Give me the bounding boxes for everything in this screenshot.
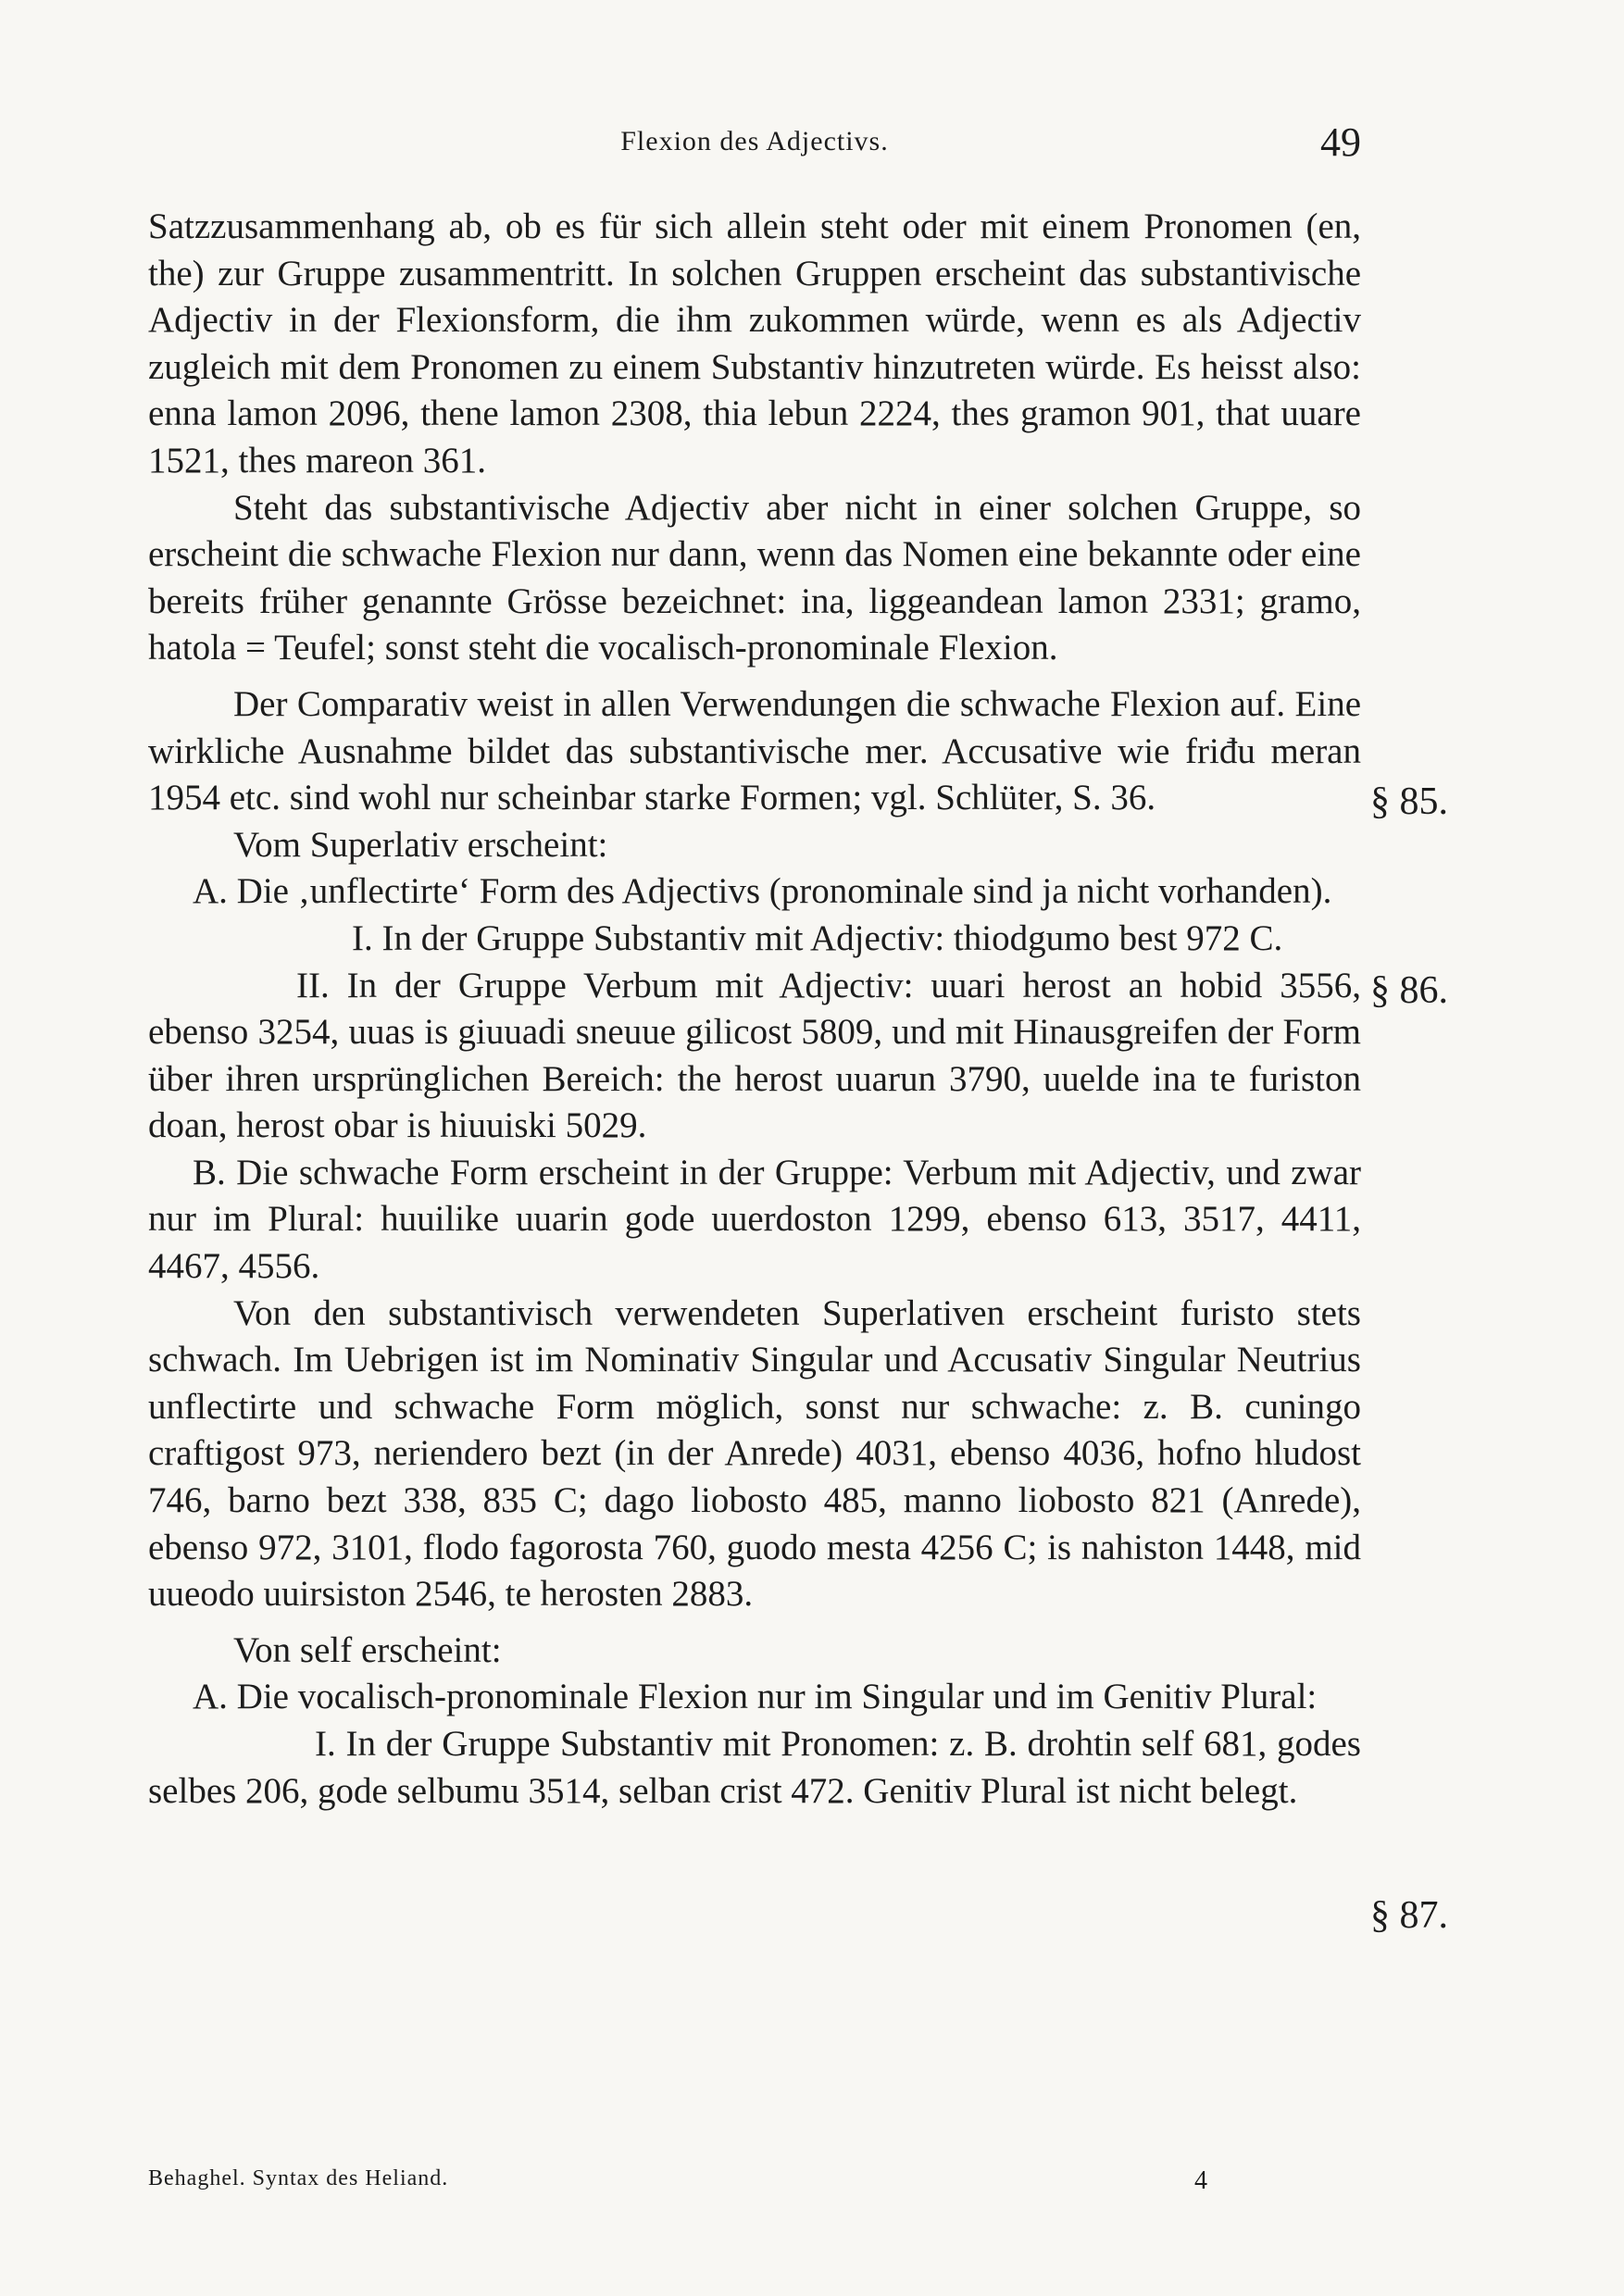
paragraph-continuation: Satzzusammenhang ab, ob es für sich allein steht oder mit einem Pronomen (en, the) zur Gruppe zusammentritt. In solchen Gruppen erscheint das substantivische Adjectiv in der Flexionsform, die ihm zukommen würde, wenn es als Adjectiv zugleich mit dem Pronomen zu einem Substantiv hinzutreten würde. Es heisst also: enna lamon 2096, thene lamon 2308, thia lebun 2224, thes gramon 901, that uuare 1521, thes mareon 361. [148,206,1361,480]
section-marker-86: § 86. [1370,969,1448,1012]
paragraph-superlativ-intro: Vom Superlativ erscheint: [233,824,608,865]
paragraph-superlativ-b: B. Die schwache Form erscheint in der Gruppe: Verbum mit Adjectiv, und zwar nur im Plural: huuilike uuarin gode uuerdoston 1299, ebenso 613, 3517, 4411, 4467, 4556. [148,1152,1361,1287]
page-number: 49 [1320,119,1361,165]
signature-mark: 4 [1194,2166,1207,2195]
section-marker-87: § 87. [1370,1894,1448,1937]
body-text [148,204,1361,1815]
paragraph-superlativ-a-i: I. In der Gruppe Substantiv mit Adjectiv: thiodgumo best 972 C. [352,917,1283,958]
paragraph-superlativ-a-ii: II. In der Gruppe Verbum mit Adjectiv: uuari herost an hobid 3556, ebenso 3254, uuas is giuuadi sneuue gilicost 5809, und mit Hinausgreifen der Form über ihren ursprünglichen Bereich: the herost uuarun 3790, uuelde ina te furiston doan, herost obar is hiuuiski 5029. [148,965,1361,1146]
section-marker-85: § 85. [1370,780,1448,823]
paragraph-weak-flexion: Steht das substantivische Adjectiv aber nicht in einer solchen Gruppe, so erscheint die schwache Flexion nur dann, wenn das Nomen eine bekannte oder eine bereits früher genannte Grösse bezeichnet: ina, liggeandean lamon 2331; gramo, hatola = Teufel; sonst steht die vocalisch-pronominale Flexion. [148,487,1361,668]
paragraph-substantivisch: Von den substantivisch verwendeten Superlativen erscheint furisto stets schwach. Im Uebrigen ist im Nominativ Singular und Accusativ Singular Neutrius unflectirte und schwache Form möglich, sonst nur schwache: z. B. cuningo craftigost 973, neriendero bezt (in der Anrede) 4031, ebenso 4036, hofno hludost 746, barno bezt 338, 835 C; dago liobosto 485, manno liobosto 821 (Anrede), ebenso 972, 3101, flodo fagorosta 760, guodo mesta 4256 C; is nahiston 1448, mid uueodo uuirsiston 2546, te herosten 2883. [148,1292,1361,1615]
footer-credit: Behaghel. Syntax des Heliand. [148,2166,449,2190]
paragraph-self-a: A. Die vocalisch-pronominale Flexion nur im Singular und im Genitiv Plural: [193,1677,1318,1717]
page-footer [148,2166,1361,2203]
paragraph-self-intro: Von self erscheint: [233,1629,502,1670]
paragraph-self-a-i: I. In der Gruppe Substantiv mit Pronomen: z. B. drohtin self 681, godes selbes 206, gode selbumu 3514, selban crist 472. Genitiv Plural ist nicht belegt. [148,1724,1361,1811]
paragraph-superlativ-a: A. Die ‚unflectirte‘ Form des Adjectivs (pronominale sind ja nicht vorhanden). [193,871,1332,912]
paragraph-comparativ: Der Comparativ weist in allen Verwendungen die schwache Flexion auf. Eine wirkliche Ausnahme bildet das substantivische mer. Accusative wie friđu meran 1954 etc. sind wohl nur scheinbar starke Formen; vgl. Schlüter, S. 36. [148,683,1361,818]
running-head: Flexion des Adjectivs. [620,126,889,156]
page-header [148,119,1361,174]
